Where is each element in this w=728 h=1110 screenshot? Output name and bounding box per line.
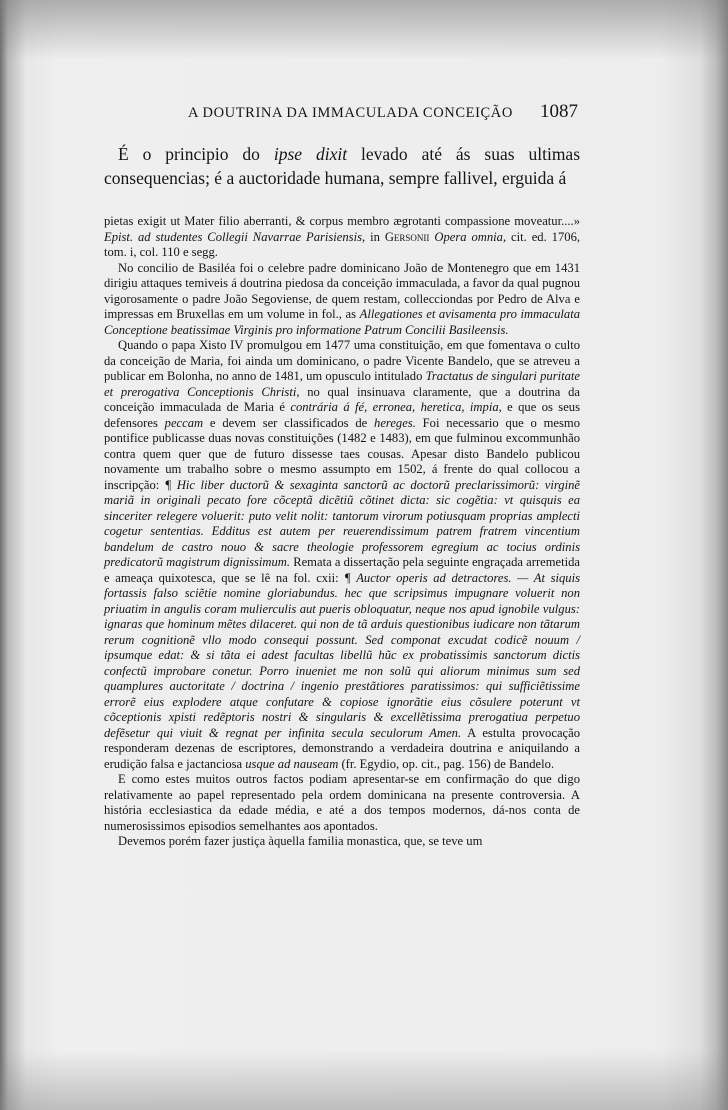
latin-inscription: ¶ Hic liber ductorũ & sexaginta sanctorũ ac doctorũ preclarissimorũ: virginẽ mariã in originali pecato fore cõceptã dicẽtiũ cõtinet dicta: sic cogẽtia: vt quisquis ea sinceriter relegere voluerit: puto velit nolit: tantorum virorum potiusquam proprias amplecti cogetur sententias. Edditus est autem per reuerendissimum patrem fratrem vincentium bandelum de castro nouo & sacre theologie professorem egregium ac tocius ordinis predicatorũ magistrum dignissimum. xyxy=(104,477,580,569)
text-segment: cit. ed. 1706, tom. i, col. 110 e segg. xyxy=(104,229,581,259)
text-segment: (fr. Egydio, op. cit., pag. 156) de Bandelo. xyxy=(338,756,555,771)
text-segment: e que os seus defensores xyxy=(104,400,580,430)
text-segment: Remata a dissertação pela seguinte engraçada arremetida e ameaça quixotesca, que se lê na fol. cxii: xyxy=(104,555,580,585)
italic-segment: Opera omnia, xyxy=(429,229,507,244)
text-segment: no qual insinuava claramente, que a doutrina da conceição immaculada de Maria é xyxy=(104,384,580,414)
italic-segment: Epist. ad studentes Collegii Navarrae Parisiensis, xyxy=(104,229,366,244)
text-segment: No concilio de Basiléa foi o celebre padre dominicano João de Montenegro que em 1431 dirigiu attaques temiveis á doutrina piedosa da conceição immaculada, a favor da qual pugnou vigorosamente o padre João Segoviense, de quem restam, collecciondas por Pedro de Alva e impressas em Bruxellas em um volume in fol., as xyxy=(104,260,580,321)
text-segment: E como estes muitos outros factos podiam apresentar-se em confirmação do que digo relativamente ao papel representado pela ordem dominicana na presente controversia. A história ecclesiastica da edade média, e até a dos tempos modernos, dá-nos conta de numerosissimos episodios semelhantes aos apontados. xyxy=(104,772,580,833)
main-text xyxy=(104,142,580,190)
page-header xyxy=(104,101,578,127)
text-segment: Foi necessario que o mesmo pontifice publicasse duas novas constituições (1482 e 1483), em que fulminou excommunhão contra quem quer que de futuro dissesse taes cousas. Apesar disto Bandelo publicou novamente um trabalho sobre o mesmo assumpto em 1502, á frente do qual collocou a inscripção: xyxy=(104,415,580,492)
italic-segment: peccam xyxy=(164,415,204,430)
italic-segment: usque ad nauseam xyxy=(245,756,339,771)
running-head: A DOUTRINA DA IMMACULADA CONCEIÇÃO xyxy=(188,105,513,121)
main-text-italic: ipse dixit xyxy=(273,144,348,164)
footnote-paragraph-5 xyxy=(104,834,580,850)
latin-quotation: ¶ Auctor operis ad detractores. — At siquis fortassis falso sciẽtie nomine gloriabundus. hec que scripsimus impugnare voluerit non priuatim in angulis coram mulierculis aut pueris obloquatur, neque nos apud ignobile vulgus: ignaras que hominum mẽtes dilaceret. qui non de tã arduis questionibus iudicare non tãtarum rerum cognitionẽ vllo modo consequi possunt. Sed componat excudat codicẽ nouum / ipsumque edat: & si tãta ei adest facultas libellũ hũc ex probatissimis sanctorum dictis confectũ improbare conetur. Porro inueniet me non solũ qui aliorum minimus sum sed quamplures auctoritate / doctrina / ingenio prestãtiores paratissimos: qui sufficiẽtissime errorẽ eius explodere atque confutare & copiose ignorãtie eius cõsulere poterunt vt cõceptionis xpisti redẽptoris nostri & singularis & excellẽtissima prerogatiua perpetuo defẽsetur qui viuit & regnat per infinita secula seculorum Amen. xyxy=(104,570,580,740)
italic-segment: hereges. xyxy=(374,415,416,430)
main-text-segment: É o principio do xyxy=(118,144,274,164)
footnote-paragraph-4 xyxy=(104,772,580,834)
text-segment: Quando o papa Xisto IV promulgou em 1477 uma constituição, em que fomentava o culto da conceição de Maria, foi ainda um dominicano, o padre Vicente Bandelo, que se atreveu a publicar em Bolonha, no anno de 1481, um opusculo intitulado xyxy=(104,338,580,383)
text-segment: pietas exigit ut Mater filio aberranti, & corpus membro ægrotanti compassione moveatur....» xyxy=(104,214,580,228)
footnote-paragraph-2 xyxy=(104,261,580,339)
italic-segment: Tractatus de singulari puritate et prerogativa Conceptionis Christi, xyxy=(104,369,580,399)
text-segment: A estulta provocação responderam dezenas de escriptores, demonstrando a verdadeira doutrina e aniquilando a erudição falsa e jactanciosa xyxy=(104,725,581,771)
footnotes xyxy=(104,214,580,850)
main-text-segment: levado até ás suas ultimas consequencias; é a auctoridade humana, sempre fallivel, erguida á xyxy=(104,144,581,188)
footnote-paragraph-1 xyxy=(104,214,580,261)
text-segment: Devemos porém fazer justiça àquella familia monastica, que, se teve um xyxy=(118,834,483,848)
text-segment: e devem ser classificados de xyxy=(203,415,375,430)
page-number: 1087 xyxy=(540,101,578,122)
italic-segment: Allegationes et avisamenta pro immaculata Conceptione beatissimae Virginis pro informatione Patrum Concilii Basileensis. xyxy=(104,307,580,337)
footnote-paragraph-3 xyxy=(104,338,580,772)
small-caps-segment: Gersonii xyxy=(384,229,430,244)
italic-segment: contrária á fé, erronea, heretica, impia, xyxy=(290,400,502,414)
text-segment: in xyxy=(365,229,385,244)
